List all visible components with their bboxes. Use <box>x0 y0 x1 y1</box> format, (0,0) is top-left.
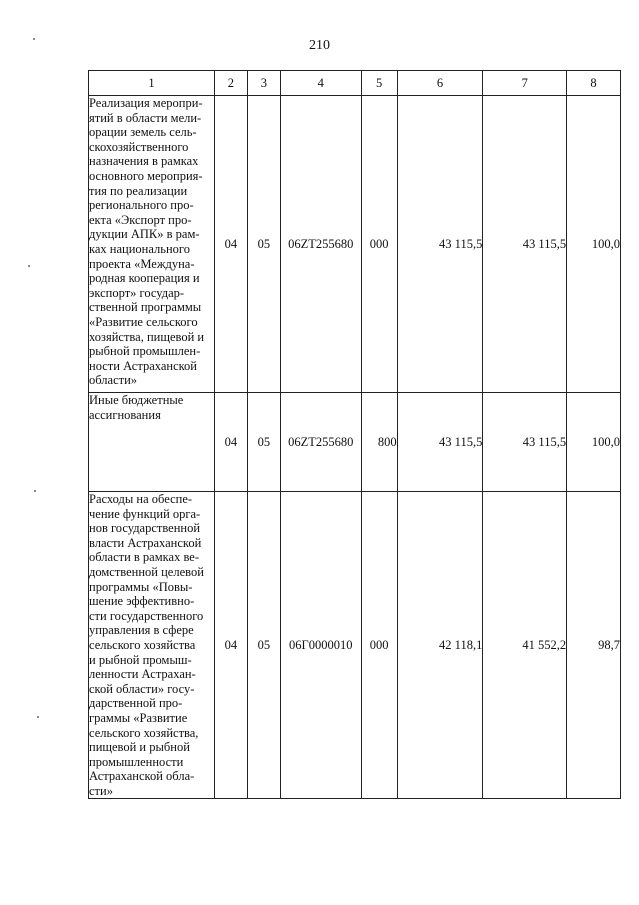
description-line: сти» <box>89 783 113 798</box>
description-line: Расходы на обеспе- <box>89 492 193 506</box>
description-line: ятий в области мели- <box>89 110 202 125</box>
column-header: 5 <box>361 71 397 96</box>
description-line: промышленности <box>89 754 184 769</box>
column-header: 7 <box>483 71 567 96</box>
description-line: сти государственного <box>89 608 204 623</box>
column-header: 1 <box>89 71 215 96</box>
description-line: ках национального <box>89 241 190 256</box>
execution-percent: 100,0 <box>567 96 621 393</box>
table-row <box>89 96 621 393</box>
description-line: сельского хозяйства, <box>89 725 199 740</box>
description-line: сельского хозяйства <box>89 637 196 652</box>
subsection-code: 05 <box>247 492 280 799</box>
description-line: родная кооперация и <box>89 271 200 286</box>
planned-amount: 43 115,5 <box>397 96 483 393</box>
execution-percent: 100,0 <box>567 393 621 492</box>
description-line: области» <box>89 373 138 388</box>
description-line: дукции АПК» в рам- <box>89 227 200 242</box>
description-line: Астраханской обла- <box>89 769 195 784</box>
description-line: ности Астраханской <box>89 358 198 373</box>
description-line: Реализация меропри- <box>89 96 203 110</box>
column-header: 8 <box>567 71 621 96</box>
budget-table <box>88 70 621 799</box>
description-line: хозяйства, пищевой и <box>89 329 205 344</box>
description-line: управления в сфере <box>89 623 194 638</box>
description-line: чение функций орга- <box>89 506 201 521</box>
description-line: «Развитие сельского <box>89 314 198 329</box>
subsection-code: 05 <box>247 393 280 492</box>
description-line: назначения в рамках <box>89 154 199 169</box>
description-line: шение эффективно- <box>89 594 195 609</box>
scan-speck <box>34 490 36 492</box>
description-line: домственной целевой <box>89 564 204 579</box>
page-number: 210 <box>309 38 330 53</box>
description-line: власти Астраханской <box>89 535 202 550</box>
expense-type-code: 000 <box>361 96 397 393</box>
row-description <box>89 492 215 799</box>
section-code: 04 <box>214 492 247 799</box>
actual-amount: 43 115,5 <box>483 393 567 492</box>
column-header: 6 <box>397 71 483 96</box>
row-description <box>89 96 215 393</box>
description-line: нов государственной <box>89 521 201 536</box>
scan-speck <box>37 716 39 718</box>
description-line: регионального про- <box>89 198 194 213</box>
subsection-code: 05 <box>247 96 280 393</box>
table-row <box>89 492 621 799</box>
description-line: экспорт» государ- <box>89 285 185 300</box>
description-line: екта «Экспорт про- <box>89 212 192 227</box>
description-line: пищевой и рыбной <box>89 740 190 755</box>
description-line: ассигнования <box>89 407 161 422</box>
description-line: ской области» госу- <box>89 681 195 696</box>
header-row <box>89 71 621 96</box>
target-article-code: 06ZT255680 <box>280 96 361 393</box>
target-article-code: 06ZT255680 <box>280 393 361 492</box>
description-line: проекта «Междуна- <box>89 256 195 271</box>
planned-amount: 42 118,1 <box>397 492 483 799</box>
description-line: области в рамках ве- <box>89 550 199 565</box>
description-line: основного мероприя- <box>89 168 203 183</box>
description-line: и рыбной промыш- <box>89 652 192 667</box>
description-line: граммы «Развитие <box>89 710 188 725</box>
scan-speck <box>33 38 35 40</box>
expense-type-code: 800 <box>361 393 397 492</box>
table-row <box>89 393 621 492</box>
column-header: 4 <box>280 71 361 96</box>
actual-amount: 43 115,5 <box>483 96 567 393</box>
description-line: орации земель сель- <box>89 125 197 140</box>
actual-amount: 41 552,2 <box>483 492 567 799</box>
execution-percent: 98,7 <box>567 492 621 799</box>
target-article-code: 06Г0000010 <box>280 492 361 799</box>
description-line: скохозяйственного <box>89 139 189 154</box>
description-line: Иные бюджетные <box>89 393 184 407</box>
description-line: рыбной промышлен- <box>89 344 201 359</box>
planned-amount: 43 115,5 <box>397 393 483 492</box>
description-line: ственной программы <box>89 300 202 315</box>
section-code: 04 <box>214 96 247 393</box>
section-code: 04 <box>214 393 247 492</box>
column-header: 3 <box>247 71 280 96</box>
row-description <box>89 393 215 492</box>
description-line: тия по реализации <box>89 183 188 198</box>
description-line: ленности Астрахан- <box>89 667 196 682</box>
expense-type-code: 000 <box>361 492 397 799</box>
scan-speck <box>28 265 30 267</box>
description-line: программы «Повы- <box>89 579 193 594</box>
column-header: 2 <box>214 71 247 96</box>
description-line: дарственной про- <box>89 696 183 711</box>
